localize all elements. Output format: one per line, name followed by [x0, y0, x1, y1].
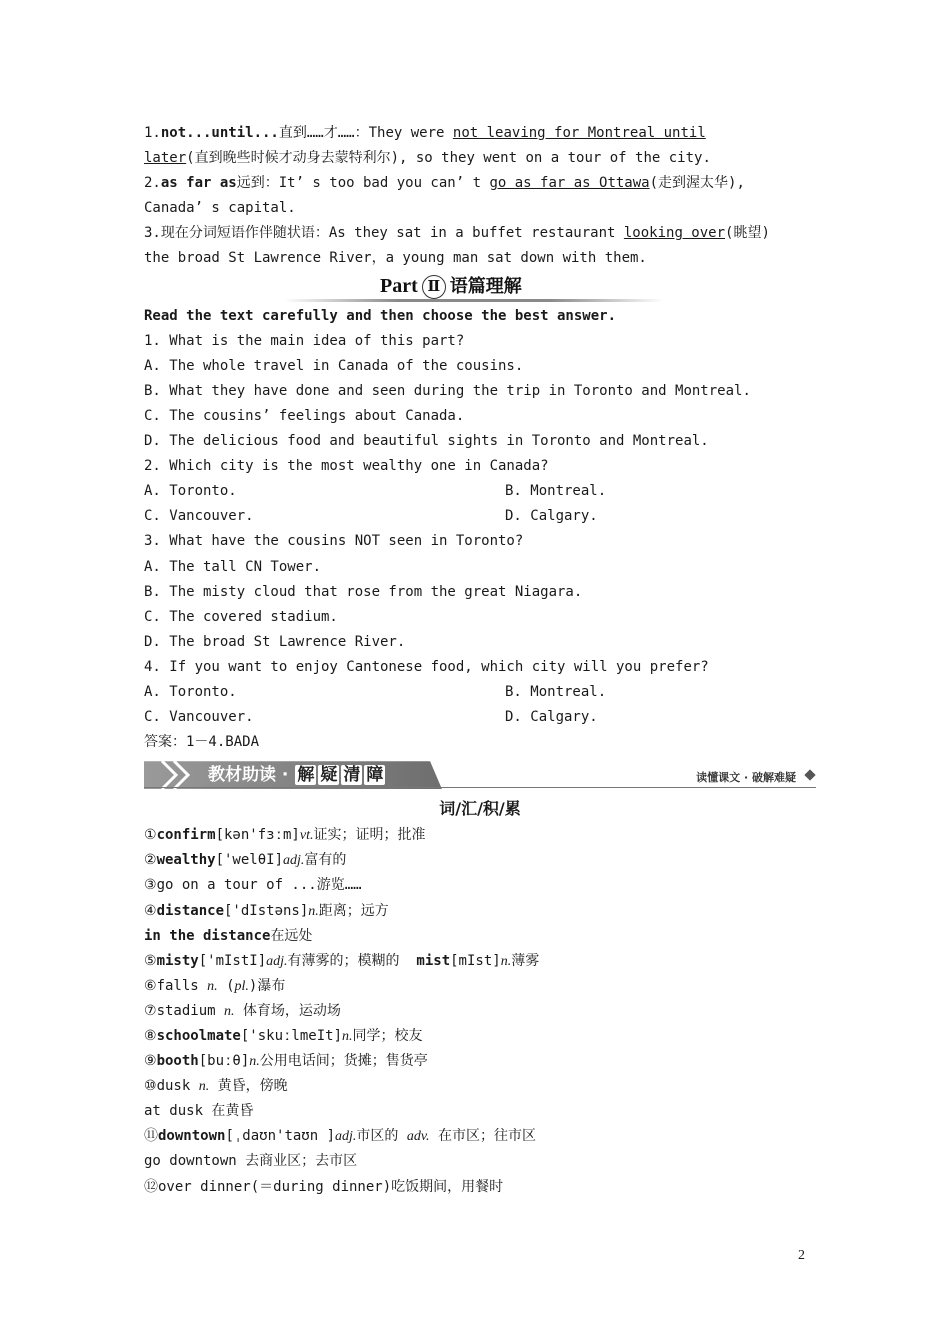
page-number: 2	[798, 1248, 805, 1263]
note-phrase: as far as	[160, 175, 237, 192]
note-meaning: 现在分词短语作伴随状语：	[160, 225, 329, 242]
note-3-line-2: the broad St Lawrence River，a young man sat down with them.	[144, 250, 647, 267]
note-number: 2.	[144, 175, 161, 192]
note-meaning: 远到：	[236, 175, 279, 192]
question-2-options-cd	[144, 504, 816, 529]
vocab-meaning: (	[217, 977, 235, 994]
vocab-item: at dusk 在黄昏	[144, 1103, 254, 1120]
item-number: ⑧	[144, 1028, 157, 1044]
vocab-meaning: 有薄雾的；模糊的	[287, 952, 417, 969]
vocab-word: downtown	[158, 1128, 226, 1145]
question-2-options-ab	[144, 479, 816, 504]
note-1-line-2	[144, 146, 816, 171]
vocab-item	[144, 949, 816, 974]
question-4-option-a: A. Toronto.	[144, 683, 237, 700]
vocab-word: misty	[156, 952, 199, 969]
question-1-stem: 1. What is the main idea of this part?	[144, 332, 465, 349]
phonetic: ['welθI]	[215, 852, 284, 869]
note-example: It’ s too bad you can’ t	[278, 175, 490, 192]
vocab-phrase: over dinner(＝during dinner)吃饭期间，用餐时	[158, 1178, 504, 1195]
part-of-speech: n.	[308, 903, 319, 919]
boxed-char: 解	[297, 765, 315, 786]
vocab-item	[144, 1175, 816, 1200]
vocab-meaning: 市区的	[356, 1128, 407, 1145]
note-example-translation: (眺望)	[725, 225, 770, 242]
vocab-item	[144, 974, 816, 999]
vocab-item	[144, 873, 816, 898]
boxed-char: 清	[343, 765, 361, 786]
note-meaning: 直到……才……：	[278, 125, 369, 141]
part-of-speech: vt.	[299, 828, 314, 844]
part-of-speech: pl.	[234, 978, 249, 994]
item-number: ⑪	[144, 1128, 158, 1145]
note-number: 1.	[144, 125, 161, 141]
note-1-line-1	[144, 121, 816, 146]
question-2-option-a: A. Toronto.	[144, 483, 237, 500]
vocab-item	[144, 899, 816, 924]
vocab-item	[144, 999, 816, 1024]
question-4-options-cd	[144, 705, 816, 730]
part-of-speech: n.	[224, 1003, 235, 1019]
question-3-stem: 3. What have the cousins NOT seen in Toronto?	[144, 533, 524, 550]
part-label: Part	[380, 274, 418, 297]
phonetic: ['dIstəns]	[224, 902, 309, 919]
study-banner-label: 教材助读	[208, 765, 276, 786]
study-banner-title	[208, 761, 386, 789]
vocab-word: dusk	[156, 1078, 199, 1095]
question-4-option-b: B. Montreal.	[505, 683, 607, 700]
boxed-char: 障	[366, 765, 384, 786]
vocab-item	[144, 1049, 816, 1074]
phonetic: [buːθ]	[198, 1053, 250, 1070]
part-heading: 语篇理解	[449, 275, 522, 297]
note-2-line-2: Canada’ s capital.	[144, 200, 296, 217]
part-of-speech: n.	[207, 978, 218, 994]
vocab-meaning: 公用电话间；货摊；售货亭	[259, 1053, 428, 1070]
question-2-option-d: D. Calgary.	[505, 508, 598, 525]
vocab-meaning: 富有的	[304, 852, 347, 869]
question-4-option-d: D. Calgary.	[505, 709, 598, 726]
document-page	[144, 121, 816, 1200]
question-4-stem: 4. If you want to enjoy Cantonese food, which city will you prefer?	[144, 658, 709, 675]
question-2-option-c: C. Vancouver.	[144, 508, 254, 525]
question-1-option-a: A. The whole travel in Canada of the cousins.	[144, 357, 524, 374]
phonetic: [kən'fɜːm]	[215, 827, 300, 844]
part-of-speech: adv.	[406, 1129, 430, 1145]
separator-dot: ·	[281, 765, 289, 786]
vocab-item	[144, 1124, 816, 1149]
question-3-option-a: A. The tall CN Tower.	[144, 558, 322, 575]
note-example: As they sat in a buffet restaurant	[328, 225, 624, 242]
question-1-option-c: C. The cousins’ feelings about Canada.	[144, 407, 465, 424]
vocab-phrase: go on a tour of ...游览……	[156, 877, 362, 894]
note-example-underlined: later	[144, 150, 187, 167]
vocab-meaning: 黄昏，傍晚	[209, 1078, 288, 1095]
vocab-item	[144, 1024, 816, 1049]
item-number: ⑦	[144, 1002, 157, 1019]
note-example-translation: (走到渥太华)	[649, 175, 737, 192]
phonetic: [mIst]	[450, 952, 501, 969]
part-of-speech: adj.	[335, 1129, 357, 1145]
item-number: ⑥	[144, 977, 157, 994]
vocab-meaning: 证实；证明；批准	[313, 827, 426, 844]
vocab-item	[144, 1074, 816, 1099]
vocab-word: stadium	[156, 1002, 224, 1019]
item-number: ①	[144, 827, 157, 844]
vocab-meaning: 薄雾	[511, 952, 540, 969]
vocab-item	[144, 924, 816, 949]
vocab-phrase: in the distance	[144, 927, 271, 944]
question-1-option-d: D. The delicious food and beautiful sights in Toronto and Montreal.	[144, 433, 709, 450]
phonetic: ['mIstI]	[198, 952, 267, 969]
note-phrase: not...until...	[160, 125, 279, 141]
part-of-speech: n.	[249, 1054, 260, 1070]
reading-instruction: Read the text carefully and then choose the best answer.	[144, 307, 617, 324]
vocab-word: wealthy	[156, 852, 216, 869]
note-example: ,	[736, 175, 745, 192]
vocab-meaning: 在市区；往市区	[429, 1128, 536, 1145]
boxed-char: 疑	[320, 765, 338, 786]
study-banner-subtitle: 读懂课文 · 破解难疑	[696, 771, 796, 785]
vocab-heading: 词/汇/积/累	[439, 799, 521, 819]
part-of-speech: n.	[198, 1079, 210, 1095]
note-example-underlined: looking over	[623, 225, 726, 242]
study-banner-rule	[144, 787, 816, 788]
item-number: ⑨	[144, 1053, 157, 1070]
diamond-icon	[804, 770, 815, 781]
item-number: ③	[144, 877, 157, 894]
note-example-underlined: not leaving for Montreal until	[452, 125, 706, 141]
vocab-meaning: 同学；校友	[352, 1028, 423, 1044]
item-number: ⑤	[144, 952, 157, 969]
part-2-banner	[144, 272, 816, 304]
item-number: ②	[144, 852, 157, 869]
vocab-meaning: 在远处	[270, 927, 313, 944]
question-4-options-ab	[144, 680, 816, 705]
part-of-speech: adj.	[283, 853, 305, 869]
item-number: ⑩	[144, 1078, 157, 1095]
question-3-option-c: C. The covered stadium.	[144, 608, 338, 625]
phonetic: ['skuːlmeIt]	[240, 1028, 343, 1044]
question-3-option-d: D. The broad St Lawrence River.	[144, 633, 406, 650]
vocab-item: go downtown 去商业区；去市区	[144, 1153, 358, 1170]
answer-key: 答案：1－4.BADA	[144, 734, 260, 751]
part-of-speech: adj.	[266, 953, 288, 969]
note-3-line-1	[144, 221, 816, 246]
question-2-option-b: B. Montreal.	[505, 483, 607, 500]
question-4-option-c: C. Vancouver.	[144, 709, 254, 726]
note-example: , so they went on a tour of the city.	[399, 150, 711, 167]
vocab-word: mist	[416, 952, 451, 969]
note-example-underlined: go as far as Ottawa	[489, 175, 650, 192]
part-of-speech: n.	[500, 953, 512, 969]
question-3-option-b: B. The misty cloud that rose from the great Niagara.	[144, 583, 583, 600]
study-guide-banner	[144, 757, 816, 795]
note-2-line-1	[144, 171, 816, 196]
vocab-word: booth	[156, 1053, 199, 1070]
vocab-item	[144, 848, 816, 873]
part-of-speech: n.	[342, 1029, 353, 1044]
item-number: ⑫	[144, 1178, 158, 1195]
vocab-word: confirm	[156, 827, 216, 844]
vocab-word: schoolmate	[156, 1028, 241, 1044]
note-example-translation: (直到晚些时候才动身去蒙特利尔)	[186, 150, 400, 167]
question-1-option-b: B. What they have done and seen during the trip in Toronto and Montreal.	[144, 382, 751, 399]
roman-numeral-badge: Ⅱ	[422, 275, 446, 299]
vocab-meaning: 体育场，运动场	[234, 1002, 341, 1019]
note-number: 3.	[144, 225, 161, 242]
vocab-meaning: 距离；远方	[318, 902, 389, 919]
phonetic: [ˌdaʊn'taʊn ]	[225, 1128, 336, 1145]
question-2-stem: 2. Which city is the most wealthy one in Canada?	[144, 458, 549, 475]
item-number: ④	[144, 902, 157, 919]
vocab-word: distance	[156, 902, 224, 919]
note-example: They were	[368, 125, 453, 141]
part-2-title	[380, 272, 522, 301]
vocab-word: falls	[156, 977, 208, 994]
vocab-item	[144, 823, 816, 848]
vocab-meaning: )瀑布	[248, 977, 286, 994]
